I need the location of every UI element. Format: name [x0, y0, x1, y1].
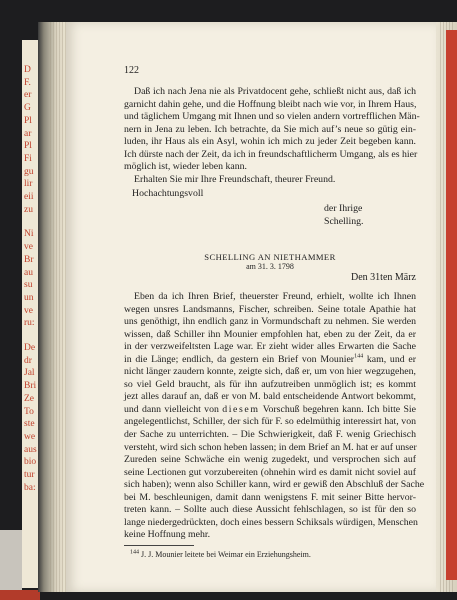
facing-page-text-fragment: Ni	[24, 229, 34, 240]
facing-page-text-fragment: ste	[24, 419, 35, 430]
text-fragment: kam, und er	[363, 353, 416, 365]
text-line: uns genöthigt, ihn endlich ganz in Vormundschaft zu nehmen. Sie werden	[124, 316, 416, 328]
text-line: so viel Geld braucht, als für ihn aufzutreiben unmöglich ist; es kommt	[124, 378, 416, 390]
facing-page-text-fragment: G	[24, 103, 31, 114]
text-line	[124, 404, 416, 417]
text-line: nicht länger zaudern konnte, zeigte sich, daß er, um von hier wegzugehen,	[124, 366, 416, 378]
text-line: sich haben); wenn also Schiller kann, wird er gewiß den Abschluß der Sache	[124, 479, 425, 491]
book-edge-red-right	[446, 30, 457, 580]
facing-page-text-fragment: ar	[24, 128, 32, 139]
facing-page-text-fragment: De	[24, 343, 36, 354]
facing-page-text-fragment: bio	[24, 457, 37, 468]
facing-page-text-fragment: dr	[24, 355, 32, 366]
facing-page-text-fragment: ve	[24, 305, 33, 316]
spacer	[22, 40, 38, 64]
signature-line-2: Schelling.	[324, 216, 364, 227]
letter-heading: SCHELLING AN NIETHAMMER	[204, 252, 336, 262]
facing-page-text-fragment: gu	[24, 166, 34, 177]
text-line	[124, 354, 416, 367]
facing-page-text-fragment: un	[24, 292, 34, 303]
footnote-number: 144	[130, 549, 139, 556]
text-line: Zureden seine Schwäche ein wenig zugedekt, und versprochen sich auf	[124, 454, 416, 466]
page-number: 122	[124, 65, 139, 76]
facing-page-text-fragment: er	[24, 90, 32, 101]
facing-page-text-fragment: Br	[24, 254, 34, 265]
footnote	[130, 549, 311, 562]
facing-page-text-fragment: tur	[24, 470, 35, 481]
letter2-paragraph	[124, 291, 425, 542]
text-line: nern in Jena zu leben. Ich betrachte, da Sie mich auf’s neue so gütig ein-	[124, 123, 416, 135]
footnote-text: J. J. Mounier leitete bei Weimar ein Erziehungsheim.	[139, 550, 311, 559]
text-line: seine Lectionen gut vorzubereiten (ohnehin wird es damit nicht soviel auf	[124, 466, 416, 478]
facing-page-text-fragment: Fi	[24, 153, 32, 164]
text-line: möglich ist, wieder leben kann.	[124, 161, 247, 173]
book-page	[66, 22, 436, 592]
footnote-reference: 144	[354, 353, 364, 360]
facing-page-text-fragment: Jal	[24, 368, 35, 379]
text-line: und täglichem Umgang mit Ihnen und so vielen andern vortrefflichen Män-	[124, 111, 420, 123]
text-fragment: in die Länge; endlich, da gestern ein Brief von Mounier	[124, 353, 355, 365]
facing-page-text-fragment: au	[24, 267, 33, 278]
letter1-paragraph	[124, 86, 420, 186]
facing-page-text-fragment: Pl	[24, 115, 32, 126]
facing-page-text-fragment: ru:	[24, 318, 35, 329]
facing-page-text-fragment: we	[24, 431, 36, 442]
facing-page-text-fragment: zu	[24, 204, 33, 215]
paragraph-gap	[22, 330, 38, 342]
page-edge-band	[0, 530, 22, 590]
text-line: treten kann. – Sollte auch diese Aussicht fehlschlagen, so ist für den so	[124, 504, 416, 516]
text-line: wissen, daß Schiller ihn Mounier empfohlen hat, eben zu der Zeit, da er	[124, 328, 416, 340]
text-fragment: Vorschuß begehren kann. Ich bitte Sie	[259, 403, 417, 415]
letter-date-subheading: am 31. 3. 1798	[246, 262, 294, 271]
salutation: Hochachtungsvoll	[132, 188, 204, 199]
facing-page-fragment	[22, 40, 39, 588]
facing-page-text-fragment: F.	[24, 77, 31, 88]
text-fragment: und dann vielleicht von	[124, 403, 219, 415]
text-line: lange niedergedrückten, doch eines bessern Schiksals würdigen, Menschen	[124, 516, 418, 528]
text-line: keine Hoffnung mehr.	[124, 529, 211, 541]
facing-page-text-fragment: eii	[24, 192, 34, 203]
text-line: bei M. beschleunigen, damit dann wenigstens F. mit seiner Bitte hervor-	[124, 491, 416, 503]
facing-page-text-fragment: lir	[24, 179, 33, 190]
book-edge-red	[0, 590, 40, 600]
facing-page-text-fragment: To	[24, 406, 34, 417]
text-line: in der verzweifeltsten Lage war. Er zieht wider alles Erwarten die Sache	[124, 341, 416, 353]
facing-page-text-fragment: aus	[24, 444, 37, 455]
letter-date-line: Den 31ten März	[351, 272, 416, 283]
spaced-emphasis: diesem	[222, 403, 260, 415]
paragraph-gap	[22, 216, 38, 228]
text-line: Daß ich nach Jena nie als Privatdocent gehe, schließt nicht aus, daß ich	[134, 86, 416, 97]
facing-page-text-fragment: ve	[24, 242, 33, 253]
text-line: Eben da ich Ihren Brief, theuerster Freund, erhielt, wollte ich Ihnen	[134, 291, 416, 302]
facing-page-text-fragment: su	[24, 280, 33, 291]
text-line: luden, ihr Haus als ein Asyl, wohin ich mich zu jeder Zeit begeben kann.	[124, 136, 416, 148]
facing-page-text-fragment: Pl	[24, 141, 32, 152]
facing-page-text-fragment: ba:	[24, 482, 36, 493]
text-line: Ich dürste nach der Zeit, da ich in freundschaftlicherm Umgang, als es hier	[124, 148, 418, 160]
text-line: garnicht dahin gehe, und die Hoffnung bleibt nach wie vor, in Ihrem Haus,	[124, 98, 417, 110]
text-line: wegen unsres Landsmanns, Fischer, schreiben. Seine totale Apathie hat	[124, 303, 416, 315]
text-line: angelegentlichst, Schiller, der sich für F. so edelmüthig interessirt hat, von	[124, 416, 416, 428]
facing-page-text-fragment: Bri	[24, 381, 37, 392]
signature-line-1: der Ihrige	[324, 203, 363, 214]
facing-page-text-fragment: Ze	[24, 393, 35, 404]
text-line: versteht, wird sich schon heben lassen; in dem Brief an M. hat er auf unser	[124, 441, 417, 453]
text-line: jezt alles darauf an, daß er von M. bald entscheidende Antwort bekommt,	[124, 391, 416, 403]
text-line: der Sache zu unterrichten. – Die Schwierigkeit, daß F. wenig Griechisch	[124, 429, 416, 441]
facing-page-text-fragment: D	[24, 65, 31, 75]
closing-line: Erhalten Sie mir Ihre Freundschaft, theurer Freund.	[134, 173, 336, 185]
footnote-rule	[124, 545, 194, 546]
